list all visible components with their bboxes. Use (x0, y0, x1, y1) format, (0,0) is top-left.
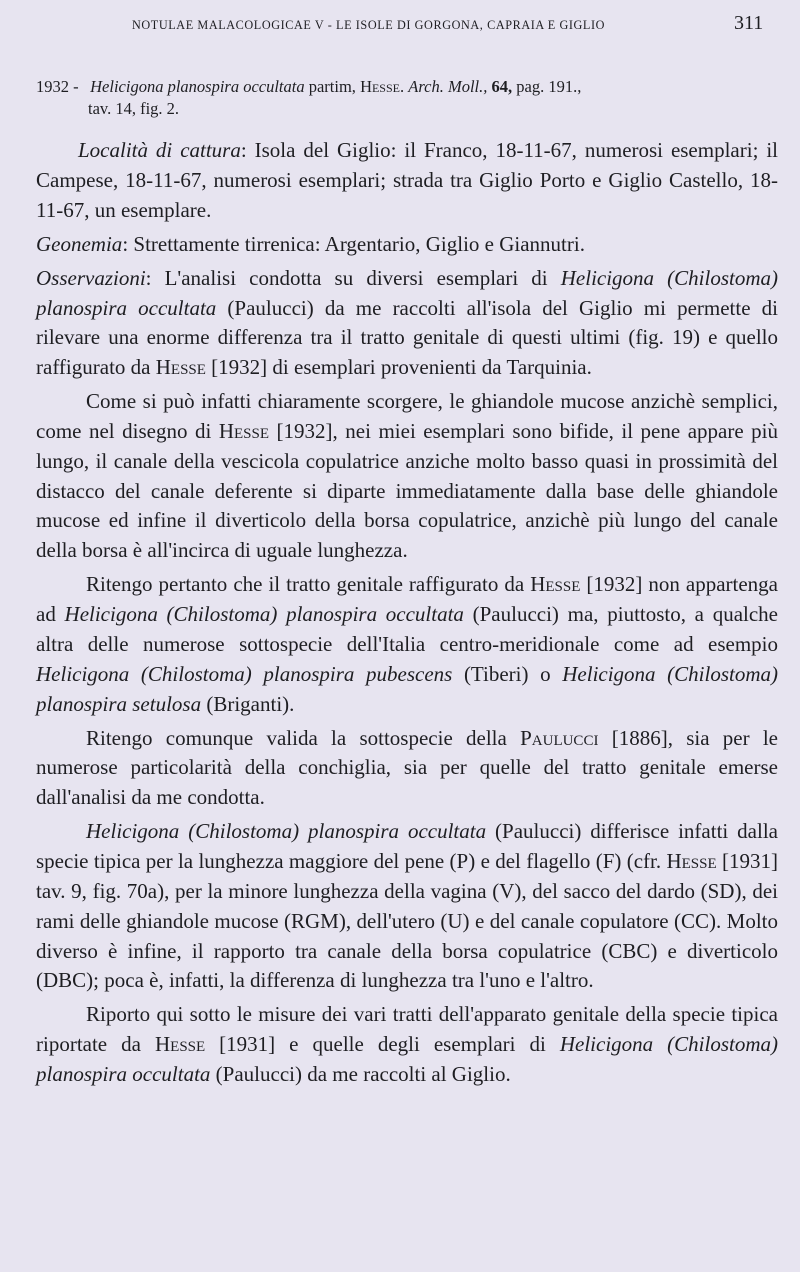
paragraph-localita (36, 136, 778, 225)
reference-year: 1932 - (36, 77, 79, 96)
taxon-name: Helicigona (Chilostoma) planospira occultata (36, 265, 778, 320)
reference-author: Hesse. (360, 77, 405, 96)
author-name: Hesse (530, 572, 581, 597)
text-run: (Tiberi) o (452, 661, 563, 686)
paragraph-8 (36, 1000, 778, 1089)
reference-taxon: Helicigona planospira occultata (90, 77, 305, 96)
text-run: [1932] di esemplari provenienti da Tarquinia. (205, 355, 592, 380)
paragraph-osservazioni (36, 264, 778, 383)
text-run: (Briganti). (201, 691, 295, 716)
localita-label: Località di cattura (78, 138, 241, 162)
text-run: : L'analisi condotta su diversi esemplari di (145, 265, 561, 290)
text-run: Ritengo comunque valida la sottospecie della (86, 725, 521, 750)
author-name: Paulucci (520, 725, 599, 750)
osservazioni-label: Osservazioni (36, 265, 146, 290)
text-run: Ritengo pertanto che il tratto genitale raffigurato da (86, 572, 531, 597)
text-run: Come si può infatti chiaramente scorgere, le ghiandole mucose anzichè semplici, come nel disegno di (36, 389, 778, 444)
text-run: [1931] e quelle degli esemplari di (205, 1032, 560, 1057)
text-run: (Paulucci) ma, piuttosto, a qualche altra delle numerose sottospecie dell'Italia centro-meridionale come ad esempio (36, 602, 778, 656)
text-run: [1886], sia per le numerose particolarità della conchiglia, sia per quelle del tratto genitale emerse dall'analisi da me condotta. (36, 725, 778, 810)
reference-journal: Arch. Moll., (408, 77, 488, 96)
author-name: Hesse (218, 419, 270, 444)
geonemia-text: : Strettamente tirrenica: Argentario, Giglio e Giannutri. (122, 231, 585, 256)
page-number: 311 (734, 12, 764, 34)
paragraph-7 (36, 817, 778, 996)
article-body (36, 136, 778, 1094)
reference-volume: 64, (491, 77, 513, 96)
localita-text: : Isola del Giglio: il Franco, 18-11-67, numerosi esemplari; il Campese, 18-11-67, numerosi esemplari; strada tra Giglio Porto e Giglio Castello, 18-11-67, un esemplare. (36, 138, 779, 222)
taxon-name: Helicigona (Chilostoma) planospira occultata (64, 602, 464, 627)
text-run: (Paulucci) da me raccolti al Giglio. (210, 1061, 511, 1086)
text-run: (Paulucci) da me raccolti all'isola del Giglio mi permette di rilevare una enorme differenza tra il tratto genitale di questi ultimi (fig. 19) e quello raffigurato da (36, 295, 778, 380)
author-name: Hesse (666, 849, 717, 874)
text-run: (Paulucci) differisce infatti dalla specie tipica per la lunghezza maggiore del pene (P) e del flagello (F) (cfr. (36, 819, 778, 874)
geonemia-label: Geonemia (36, 231, 123, 256)
paragraph-5 (36, 570, 778, 719)
reference-line-1 (36, 76, 778, 98)
taxon-name: Helicigona (Chilostoma) planospira setulosa (36, 661, 779, 716)
taxon-name: Helicigona (Chilostoma) planospira pubescens (36, 661, 453, 686)
author-name: Hesse (154, 1032, 206, 1057)
reference-partim: partim, (308, 77, 356, 96)
page-header (0, 10, 800, 40)
author-name: Hesse (155, 355, 206, 380)
taxon-name: Helicigona (Chilostoma) planospira occultata (86, 819, 487, 844)
text-run: [1932], nei miei esemplari sono bifide, il pene appare più lungo, il canale della vescicola copulatrice anziche molto basso quasi in prossimità del distacco del canale deferente si diparte immediatamente dalla base delle ghiandole mucose ed infine il diverticolo della borsa copulatrice, anzichè più lungo del canale della borsa è all'incirca di uguale lunghezza. (36, 419, 778, 563)
bibliographic-reference (36, 76, 778, 120)
text-run: Riporto qui sotto le misure dei vari tratti dell'apparato genitale della specie tipica riportate da (36, 1002, 778, 1057)
text-run: [1931] tav. 9, fig. 70a), per la minore lunghezza della vagina (V), del sacco del dardo (SD), dei rami delle ghiandole mucose (RGM), dell'utero (U) e del canale copulatore (CC). Molto diverso è infine, il rapporto tra canale della borsa copulatrice (CBC) e diverticolo (DBC); poca è, infatti, la differenza di lunghezza tra l'uno e l'altro. (36, 849, 778, 993)
paragraph-geonemia (36, 230, 778, 260)
paragraph-4 (36, 387, 778, 566)
taxon-name: Helicigona (Chilostoma) planospira occultata (36, 1032, 779, 1086)
reference-pages: pag. 191., (516, 77, 582, 96)
paragraph-6 (36, 724, 778, 813)
running-head: NOTULAE MALACOLOGICAE V - LE ISOLE DI GORGONA, CAPRAIA E GIGLIO (132, 18, 606, 32)
text-run: [1932] non appartenga ad (36, 572, 778, 627)
reference-line-2: tav. 14, fig. 2. (88, 99, 180, 118)
